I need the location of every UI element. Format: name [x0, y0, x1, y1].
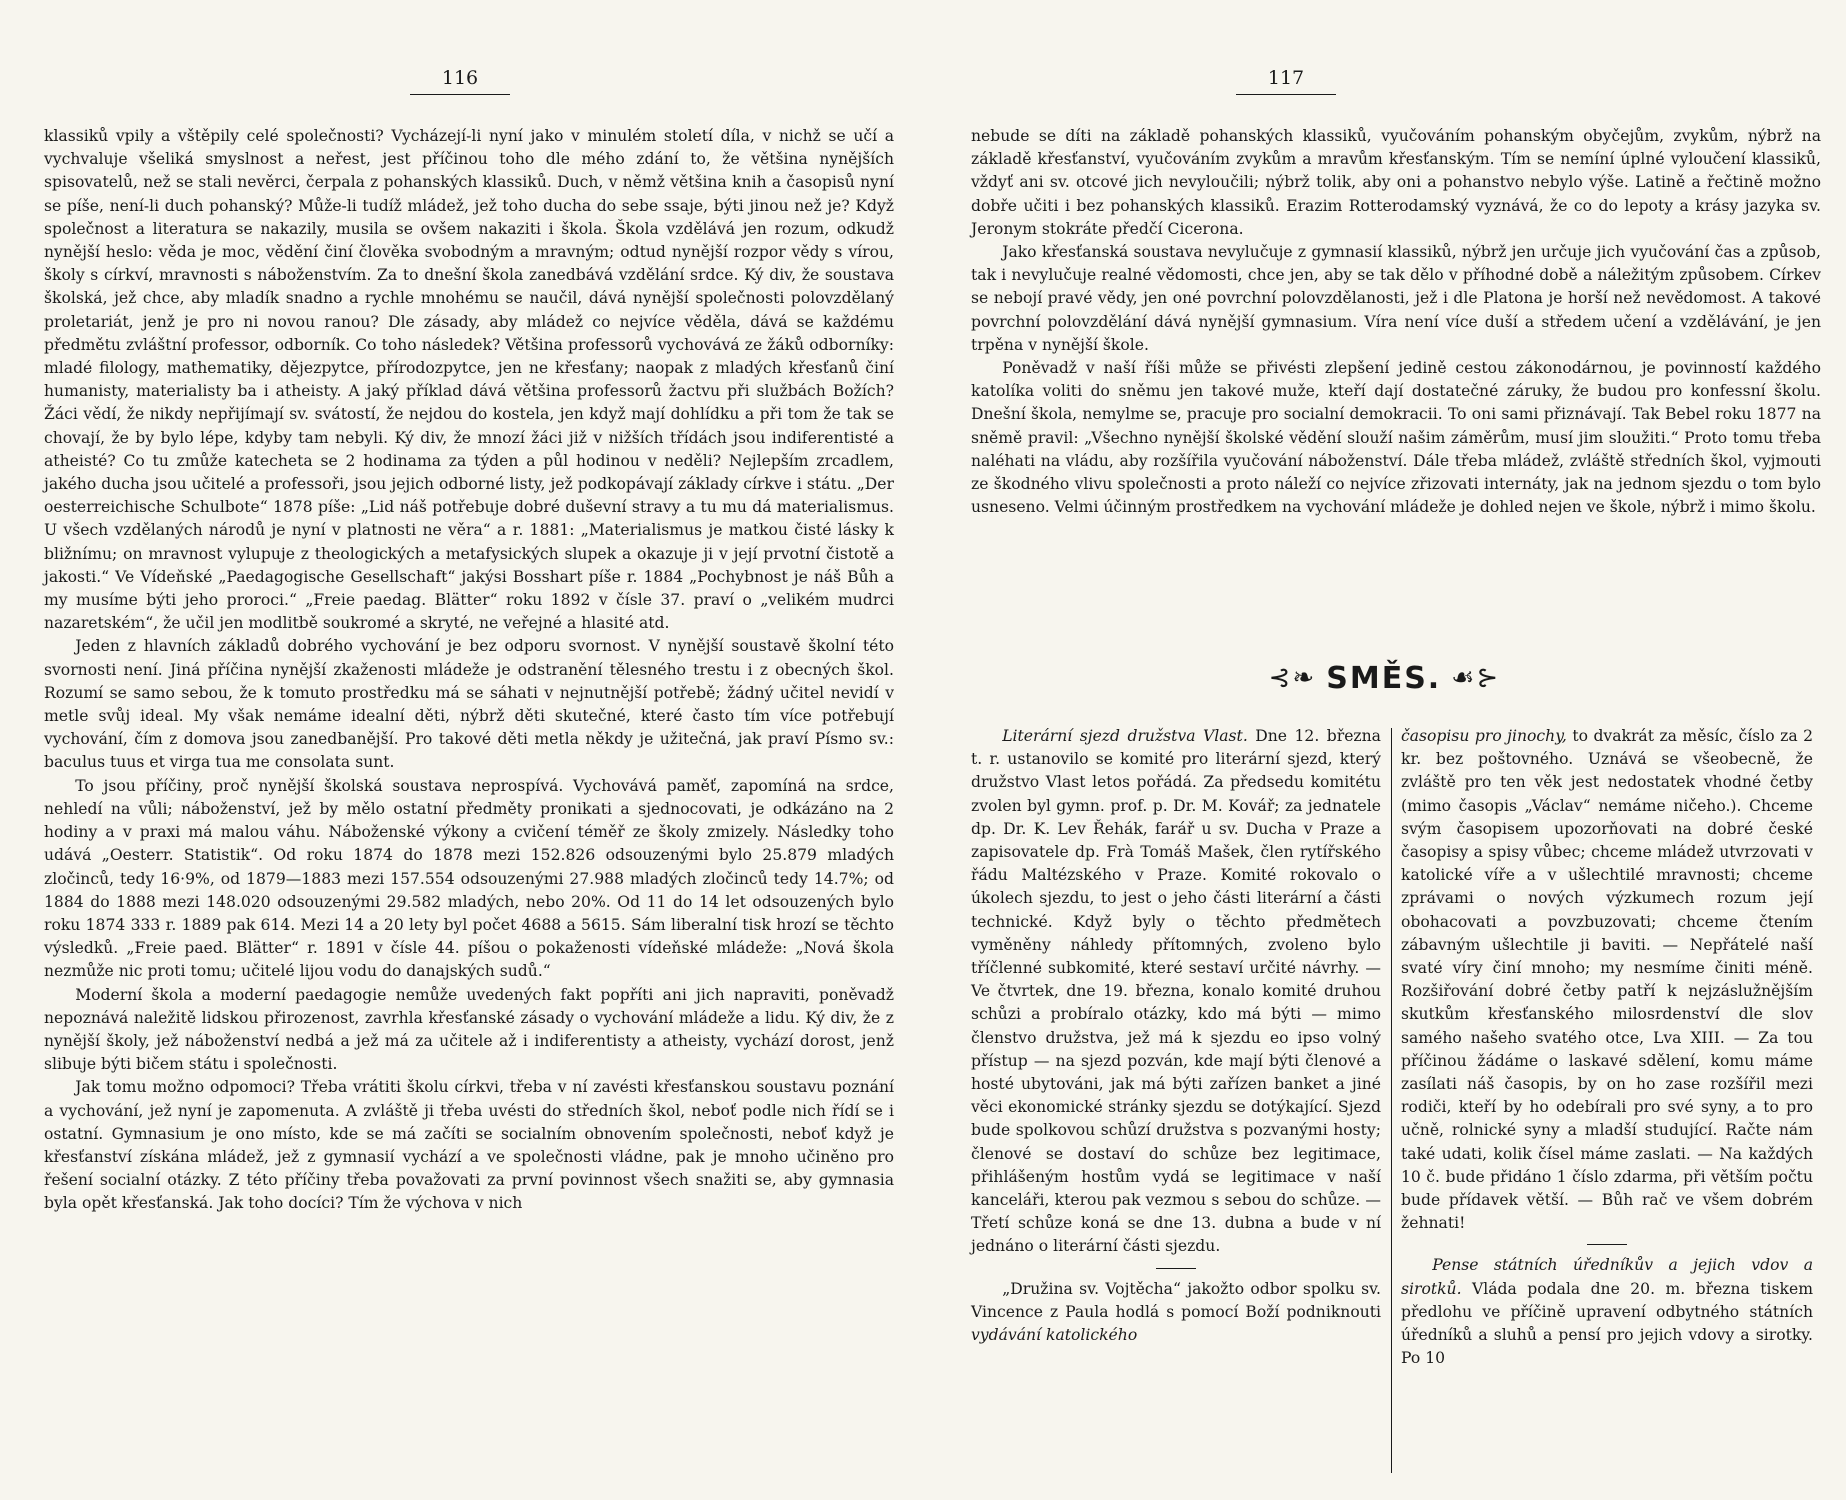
- news-item: [971, 725, 1381, 1259]
- news-item-text: „Družina sv. Vojtěcha“ jakožto odbor spolku sv. Vincence z Paula hodlá s pomocí Boží podniknouti: [971, 1279, 1381, 1321]
- news-item: [1401, 1254, 1813, 1370]
- paragraph: nebude se díti na základě pohanských klassiků, vyučováním pohanským obyčejům, zvykům, nýbrž na základě křesťanství, vyučováním zvykům a mravům křesťanským. Tím se nemíní úplné vyloučení klassiků, vždyť ani sv. otcové jich nevyloučili; nýbrž tolik, aby oni a pohanstvo nebylo výše. Latině a řečtině možno dobře učiti i bez pohanských klassiků. Erazim Rotterodamský vyznává, že co do lepoty a krásy jazyka sv. Jeronym stokráte předčí Cicerona.: [971, 127, 1821, 238]
- divider: [1156, 1268, 1196, 1269]
- news-column-right: [1401, 725, 1813, 1370]
- news-item-text: Dne 12. března t. r. ustanovilo se komité pro literární sjezd, který družstvo Vlast letos pořádá. Za předsedu komitétu zvolen byl gymn. prof. p. Dr. M. Kovář; za jednatele dp. Dr. K. Lev Řehák, farář u sv. Ducha v Praze a zapisovatele dp. Frà Tomáš Mašek, člen rytířského řádu Maltézského v Praze. Komité rokovalo o úkolech sjezdu, to jest o jeho části literární a části technické. Když byly o těchto předmětech vyměněny náhledy přítomných, zvoleno bylo tříčlenné subkomité, které sestaví určité návrhy. — Ve čtvrtek, dne 19. března, konalo komité druhou schůzi a probíralo otázky, kdo má býti — mimo členstvo družstva, jež má k sjezdu eo ipso volný přístup — na sjezd pozván, kde mají býti členové a hosté ubytováni, jak má býti zařízen banket a jiné věci ekonomické stránky sjezdu se dotýkající. Sjezd bude spolkovou schůzí družstva s pozvanými hosty; členové se dostaví do schůze bez legitimace, přihlášeným hostům vydá se legitimace v naší kanceláři, kterou pak vezmou s sebou do schůze. — Třetí schůze koná se dne 13. dubna a bude v ní jednáno o literární části sjezdu.: [971, 727, 1381, 1256]
- right-page-body: [971, 125, 1821, 519]
- divider: [1587, 1244, 1627, 1245]
- section-heading-text: SMĚS.: [1326, 661, 1442, 696]
- news-item-text: Vláda podala dne 20. m. března tiskem předlohu ve příčině upravení odbytného státních úředníků a sluhů a pensí pro jejich vdovy a sirotky. Po 10: [1401, 1279, 1813, 1368]
- news-item-italic: vydávání katolického: [971, 1326, 1138, 1345]
- news-item-text: to dvakrát za měsíc, číslo za 2 kr. bez poštovného. Uznává se všeobecně, že zvláště pro ten věk jest nedostatek vhodné četby (mimo časopis „Václav“ nemáme ničeho.). Chceme svým časopisem upozorňovati na dobré české časopisy a spisy vůbec; chceme mládež utvrzovati v katolické víře a v ušlechtilé mravnosti; chceme zprávami o nových výzkumech rozum její obohacovati a povzbuzovati; chceme čtením zábavným ušlechtile ji baviti. — Nepřátelé naší svaté víry činí mnoho; my nesmíme činiti méně. Rozšiřování dobré četby patří k nejzáslužnějším skutkům křesťanského milosrdenství dle slov samého našeho svatého otce, Lva XIII. — Za tou příčinou žádáme o laskavé sdělení, komu máme zasílati náš časopis, by on ho zase rozšířil mezi rodiči, kteří by ho odebírali pro své syny, a to pro učně, rolnické syny a mladší studující. Račte nám také udati, kolik čísel máme zaslati. — Na každých 10 č. bude přidáno 1 číslo zdarma, při větším počtu bude přídavek větší. — Bůh rač ve všem dobrém žehnati!: [1401, 727, 1813, 1233]
- news-item-title: Literární sjezd družstva Vlast.: [1002, 727, 1248, 745]
- paragraph: Moderní škola a moderní paedagogie nemůže uvedených fakt popříti ani jich napraviti, poněvadž nepoznává naležitě lidskou přirozenost, zavrhla křesťanské zásady o vychování mládeže a lidu. Ký div, že z nynější školy, jež náboženství nedbá a jež má za učitele až i indiferentisty a atheisty, vychází dorost, jenž slibuje býti bičem státu i společnosti.: [44, 985, 894, 1074]
- news-column-left: [971, 725, 1381, 1347]
- news-item: [1401, 725, 1813, 1235]
- paragraph: Jako křesťanská soustava nevylučuje z gymnasií klassiků, nýbrž jen určuje jich vyučování čas a způsob, tak i nevylučuje realné vědomosti, chce jen, aby se tak dělo v příhodné době a náležitým způsobem. Církev se nebojí pravé vědy, jen oné povrchní polovzdělanosti, jež i dle Platona je horší než nevědomost. A takové povrchní polovzdělání dává nynější gymnasium. Víra není více duší a středem učení a vzdělávání, je jen trpěna v nynější škole.: [971, 243, 1821, 354]
- column-divider: [1391, 728, 1392, 1473]
- paragraph: klassiků vpily a vštěpily celé společnosti? Vycházejí-li nyní jako v minulém století díla, v nichž se učí a vychvaluje všeliká smyslnost a neřest, jest příčinou toho dle mého zdání to, že většina nynějších spisovatelů, než se stali nevěrci, čerpala z pohanských klassiků. Duch, v němž většina knih a časopisů nyní se píše, není-li duch pohanský? Může-li tudíž mládež, jež toho ducha do sebe ssaje, býti jinou než je? Když společnost a literatura se nakazily, musila se ovšem nakaziti i škola. Škola vzdělává jen rozum, odkudž nynější heslo: věda je moc, vědění činí člověka svobodným a mravným; odtud nynější rozpor vědy s vírou, školy s církví, mravnosti s náboženstvím. Za to dnešní škola zanedbává vzdělání srdce. Ký div, že soustava školská, jež chce, aby mladík snadno a rychle mnohému se naučil, dává nynější společnosti polovzdělaný proletariát, jenž je pro ni novou ranou? Dle zásady, aby mládež co nejvíce věděla, dává se každému předmětu zvláštní professor, odborník. Co toho následek? Většina professorů vychovává ze žáků odborníky: mladé filology, mathematiky, dějezpytce, přírodozpytce, jen ne křesťany; naopak z mladých křesťanů činí humanisty, materialisty ba i atheisty. A jaký příklad dává většina professorů žactvu při službách Božích? Žáci vědí, že nikdy nepřijímají sv. svátostí, že nejdou do kostela, jen když mají dohlídku a při tom že tak se chovají, že by bylo lépe, kdyby tam nebyli. Ký div, že mnozí žáci již v nižších třídách jsou indiferentisté a atheisté? Co tu zmůže katecheta se 2 hodinama za týden a půl hodinou v neděli? Nejlepším zrcadlem, jakého ducha jsou učitelé a professoři, jsou jejich odborné listy, jež podkopávají základy církve i státu. „Der oesterreichische Schulbote“ 1878 píše: „Lid náš potřebuje dobré duševní stravy a tu mu dá materialismus. U všech vzdělaných národů je nyní v platnosti ne věra“ a r. 1881: „Materialismus je matkou čisté lásky k bližnímu; on mravnost vylupuje z theologických a metafysických slupek a okazuje ji v její prvotní čistotě a jakosti.“ Ve Vídeňské „Paedagogische Gesellschaft“ jakýsi Bosshart píše r. 1884 „Pochybnost je náš Bůh a my musíme býti jeho proroci.“ „Freie paedag. Blätter“ roku 1892 v čísle 37. praví o „velikém mudrci nazaretském“, že učil jen modlitbě soukromé a skryté, ne veřejné a hlasité atd.: [44, 127, 894, 633]
- news-item-italic: časopisu pro jinochy,: [1401, 727, 1567, 745]
- left-page-body: [44, 125, 894, 1216]
- section-heading: [923, 658, 1846, 699]
- ornament-right-icon: ☙⊱: [1451, 663, 1501, 693]
- paragraph: Poněvadž v naší říši může se přivésti zlepšení jedině cestou zákonodárnou, je povinností každého katolíka voliti do sněmu jen takové muže, kteří dají dostatečné záruky, že budou pro konfessní školu. Dnešní škola, nemylme se, pracuje pro socialní demokracii. To oni sami přiznávají. Tak Bebel roku 1877 na sněmě pravil: „Všechno nynější školské vědění slouží našim záměrům, musí jim sloužiti.“ Proto tomu třeba naléhati na vládu, aby rozšířila vyučování náboženství. Dále třeba mládež, zvláště středních škol, vyjmouti ze škodného vlivu společnosti a proto náleží co nejvíce zřizovati internáty, jak na jednom sjezdu o tom bylo usneseno. Velmi účinným prostředkem na vychování mládeže je dohled nejen ve škole, nýbrž i mimo školu.: [971, 359, 1821, 517]
- ornament-left-icon: ⊰❧: [1268, 663, 1317, 693]
- page-number-right: 117: [1231, 66, 1341, 95]
- page-number-left: 116: [405, 66, 515, 95]
- right-page: [923, 0, 1846, 1500]
- paragraph: Jak tomu možno odpomoci? Třeba vrátiti školu církvi, třeba v ní zavésti křesťanskou soustavu poznání a vychování, jež nyní je zapomenuta. A zvláště ji třeba uvésti do středních škol, neboť podle nich řídí se i ostatní. Gymnasium je ono místo, kde se má začíti se socialním obnovením společnosti, neboť když je křesťanství získána mládež, jež z gymnasií vychází a ve společnosti vládne, pak je mnoho učiněno pro řešení socialní otázky. Z této příčiny třeba považovati za první povinnost všech snažiti se, aby gymnasia byla opět křesťanská. Jak toho docíci? Tím že výchova v nich: [44, 1078, 894, 1213]
- paragraph: To jsou příčiny, proč nynější školská soustava neprospívá. Vychovává paměť, zapomíná na srdce, nehledí na vůli; náboženství, jež by mělo ostatní předměty pronikati a sjednocovati, je odkázáno na 2 hodiny a v praxi má malou váhu. Náboženské výkony a cvičení téměř ze školy zmizely. Následky toho udává „Oesterr. Statistik“. Od roku 1874 do 1878 mezi 152.826 odsouzenými bylo 25.879 mladých zločinců, tedy 16·9%, od 1879—1883 mezi 157.554 odsouzenými 27.988 mladých zločinců tedy 14.7%; od 1884 do 1888 mezi 148.020 odsouzenými 29.582 mladých, nebo 20%. Od 11 do 14 let odsouzených bylo roku 1874 333 r. 1889 pak 614. Mezi 14 a 20 lety byl počet 4688 a 5615. Sám liberalní tisk hrozí se těchto výsledků. „Freie paed. Blätter“ r. 1891 v čísle 44. píšou o pokaženosti vídeňské mládeže: „Nová škola nezmůže nic proti tomu; učitelé lijou vodu do danajských sudů.“: [44, 776, 894, 981]
- paragraph: Jeden z hlavních základů dobrého vychování je bez odporu svornost. V nynější soustavě školní této svornosti není. Jiná příčina nynější zkaženosti mládeže je odstranění tělesného trestu i z obecných škol. Rozumí se samo sebou, že k tomuto prostředku má se sáhati v nejnutnější potřebě; žádný učitel nevidí v metle svůj ideal. My však nemáme idealní děti, nýbrž děti skutečné, které často tím více potřebují vychování, čím z domova jsou zanedbanější. Pro takové děti metla někdy je užitečná, jak praví Písmo sv.: baculus tuus et virga tua me consolata sunt.: [44, 637, 894, 772]
- news-item-title: Pense státních úředníkův a jejich vdov a sirotků.: [1401, 1256, 1813, 1298]
- news-item: [971, 1278, 1381, 1348]
